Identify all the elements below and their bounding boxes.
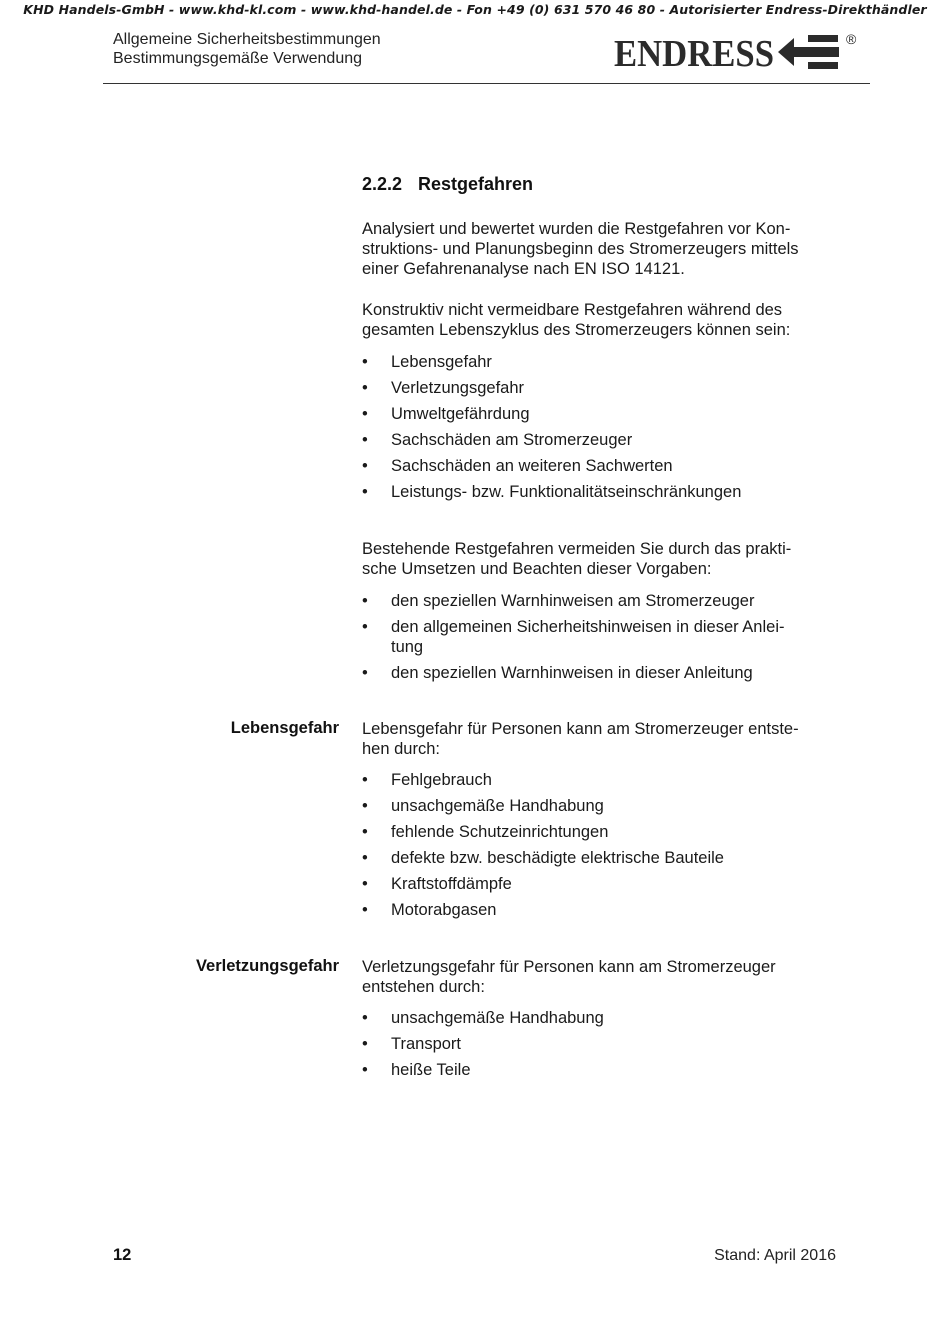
paragraph-line: hen durch: (362, 740, 440, 758)
list-item (362, 796, 832, 816)
avoid-intro-paragraph (362, 539, 832, 579)
paragraph-line: Verletzungsgefahr für Personen kann am Stromerzeuger (362, 958, 776, 976)
life-danger-intro (362, 719, 832, 759)
section-title-text: Restgefahren (418, 174, 534, 194)
avoid-list (362, 591, 832, 689)
list-item (362, 456, 832, 476)
list-item (362, 617, 832, 657)
list-item-text: unsachgemäße Handhabung (391, 1009, 604, 1027)
life-danger-list (362, 770, 832, 926)
list-item-text: unsachgemäße Handhabung (391, 797, 604, 815)
bullet-icon: • (362, 1035, 368, 1053)
list-item-text: Sachschäden an weiteren Sachwerten (391, 457, 673, 475)
list-item (362, 378, 832, 398)
section-number: 2.2.2 (362, 174, 403, 194)
paragraph-line: Lebensgefahr für Personen kann am Stromerzeuger entste- (362, 720, 799, 738)
paragraph-line: gesamten Lebenszyklus des Stromerzeugers können sein: (362, 321, 791, 339)
residual-intro-paragraph (362, 300, 832, 340)
header-rule (103, 83, 870, 84)
bullet-icon: • (362, 797, 368, 815)
list-item-text: fehlende Schutzeinrichtungen (391, 823, 609, 841)
header-title-line2: Bestimmungsgemäße Verwendung (113, 50, 363, 67)
paragraph-line: Analysiert und bewertet wurden die Restgefahren vor Kon- (362, 220, 791, 238)
list-item-text: Lebensgefahr (391, 353, 492, 371)
list-item-text: den speziellen Warnhinweisen in dieser Anleitung (391, 664, 753, 682)
injury-danger-label: Verletzungsgefahr (195, 957, 339, 975)
list-item (362, 1034, 832, 1054)
bullet-icon: • (362, 875, 368, 893)
intro-paragraph (362, 219, 832, 279)
injury-danger-intro (362, 957, 832, 997)
paragraph-line: entstehen durch: (362, 978, 485, 996)
list-item-text: Fehlgebrauch (391, 771, 492, 789)
top-banner: KHD Handels-GmbH - www.khd-kl.com - www.khd-handel.de - Fon +49 (0) 631 570 46 80 - Autorisierter Endress-Direkthändler (23, 2, 927, 17)
bullet-icon: • (362, 901, 368, 919)
section-title (362, 174, 533, 195)
bullet-icon: • (362, 379, 368, 397)
paragraph-line: einer Gefahrenanalyse nach EN ISO 14121. (362, 260, 685, 278)
life-danger-label: Lebensgefahr (230, 719, 339, 737)
paragraph-line: struktions- und Planungsbeginn des Stromerzeugers mittels (362, 240, 799, 258)
logo-registered-mark: ® (846, 31, 857, 47)
bullet-icon: • (362, 405, 368, 423)
list-item (362, 1060, 832, 1080)
list-item (362, 482, 832, 502)
list-item (362, 352, 832, 372)
list-item-text: tung (391, 638, 424, 656)
bullet-icon: • (362, 1009, 368, 1027)
list-item-text: den speziellen Warnhinweisen am Stromerzeuger (391, 592, 755, 610)
list-item (362, 822, 832, 842)
paragraph-line: sche Umsetzen und Beachten dieser Vorgaben: (362, 560, 712, 578)
page-number: 12 (113, 1246, 132, 1264)
bullet-icon: • (362, 457, 368, 475)
list-item-text: Transport (391, 1035, 461, 1053)
bullet-icon: • (362, 1061, 368, 1079)
bullet-icon: • (362, 592, 368, 610)
list-item-text: Sachschäden am Stromerzeuger (391, 431, 633, 449)
bullet-icon: • (362, 771, 368, 789)
list-item-text: Verletzungsgefahr (391, 379, 525, 397)
paragraph-line: Konstruktiv nicht vermeidbare Restgefahren während des (362, 301, 783, 319)
list-item-text: Leistungs- bzw. Funktionalitätseinschränkungen (391, 483, 742, 501)
list-item-text: Kraftstoffdämpfe (391, 875, 512, 893)
revision-date: Stand: April 2016 (714, 1247, 836, 1264)
bullet-icon: • (362, 823, 368, 841)
logo-arrow-icon (778, 35, 839, 69)
bullet-icon: • (362, 483, 368, 501)
injury-danger-list (362, 1008, 832, 1086)
list-item (362, 848, 832, 868)
logo-wordmark: ENDRESS (614, 33, 774, 74)
paragraph-line: Bestehende Restgefahren vermeiden Sie durch das prakti- (362, 540, 792, 558)
list-item-text: defekte bzw. beschädigte elektrische Bauteile (391, 849, 724, 867)
bullet-icon: • (362, 849, 368, 867)
endress-logo (612, 30, 862, 74)
list-item (362, 874, 832, 894)
header-title-line1: Allgemeine Sicherheitsbestimmungen (113, 31, 381, 48)
list-item-text: heiße Teile (391, 1061, 471, 1079)
list-item-text: Umweltgefährdung (391, 405, 530, 423)
bullet-icon: • (362, 664, 368, 682)
bullet-icon: • (362, 431, 368, 449)
list-item (362, 591, 832, 611)
list-item-text: Motorabgasen (391, 901, 497, 919)
residual-hazard-list (362, 352, 832, 508)
list-item (362, 663, 832, 683)
bullet-icon: • (362, 618, 368, 636)
header-titles (113, 30, 381, 68)
list-item (362, 404, 832, 424)
list-item (362, 1008, 832, 1028)
bullet-icon: • (362, 353, 368, 371)
list-item (362, 900, 832, 920)
list-item-text: den allgemeinen Sicherheitshinweisen in dieser Anlei- (391, 618, 785, 636)
list-item (362, 430, 832, 450)
list-item (362, 770, 832, 790)
